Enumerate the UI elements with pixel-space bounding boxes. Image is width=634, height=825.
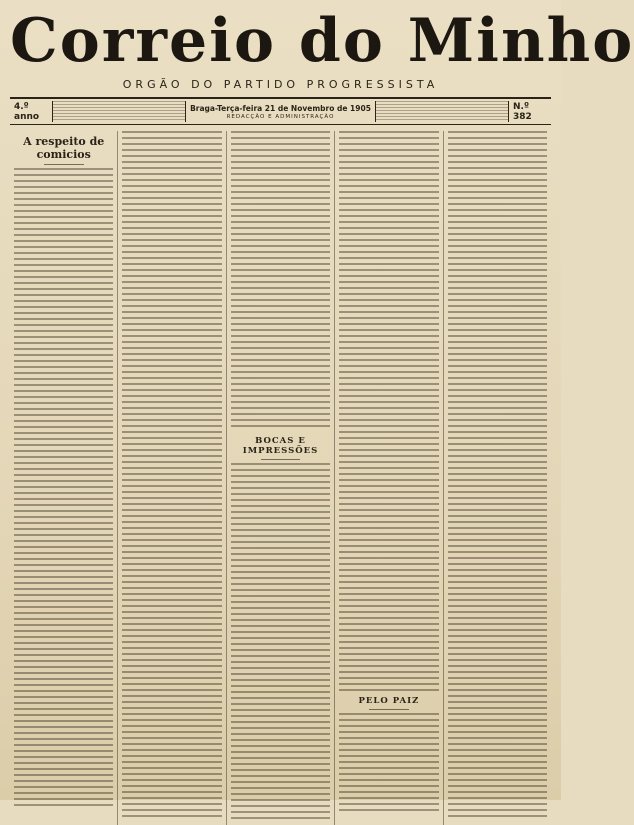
subscription-fine-print <box>53 101 186 122</box>
lead-article-continued <box>122 131 221 817</box>
article-body-col5 <box>448 131 547 817</box>
info-bar <box>10 97 551 125</box>
editorial-label: REDACÇÃO E ADMINISTRAÇÃO <box>226 113 335 120</box>
dateline-block <box>186 101 376 122</box>
article-body-col3-bottom <box>231 463 330 819</box>
column-headline: BOCAS E IMPRESSÕES <box>242 436 319 456</box>
article-columns <box>10 131 551 825</box>
article-body-col3-top <box>231 131 330 431</box>
newspaper-subtitle: ORGÃO DO PARTIDO PROGRESSISTA <box>122 78 439 91</box>
column-headline-rule <box>261 459 301 460</box>
year-label: 4.º anno <box>10 101 53 122</box>
dateline: Braga-Terça-feira 21 de Novembro de 1905 <box>190 103 371 113</box>
masthead <box>10 6 634 91</box>
column-1 <box>10 131 118 825</box>
article-body-col4-top <box>339 131 438 691</box>
article-body-col4-bottom <box>339 713 438 813</box>
issue-number: N.º 382 <box>513 101 532 122</box>
headline-rule <box>44 164 84 165</box>
newspaper-title: Correio do Minho <box>10 6 634 76</box>
pelo-paiz-headline: PELO PAIZ <box>358 696 420 706</box>
pelo-paiz-rule <box>369 709 409 710</box>
column-3 <box>227 131 335 825</box>
lead-headline: A respeito de comicios <box>23 135 105 161</box>
lead-article-body <box>14 168 113 808</box>
column-5 <box>444 131 551 825</box>
column-4 <box>335 131 443 825</box>
column-2 <box>118 131 226 825</box>
publisher-fine-print <box>376 101 509 122</box>
